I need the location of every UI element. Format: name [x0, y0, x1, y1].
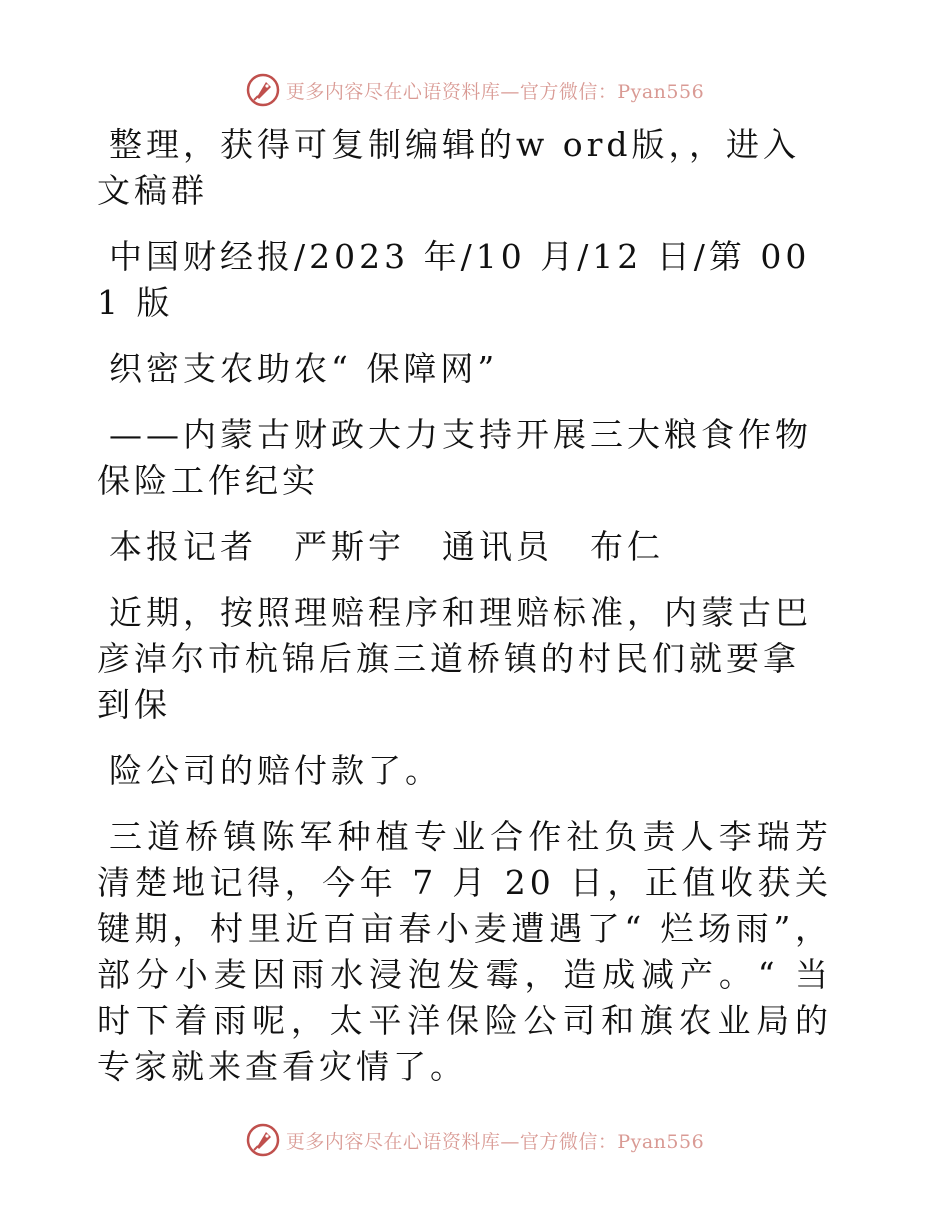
- footer-watermark: [0, 1122, 950, 1158]
- body-paragraph: 三道桥镇陈军种植专业合作社负责人李瑞芳清楚地记得，今年 7 月 20 日，正值收获关键期，村里近百亩春小麦遭遇了“ 烂场雨”，部分小麦因雨水浸泡发霉，造成减产。“ 当时下着雨呢，太平洋保险公司和旗农业局的专家就来查看灾情了。: [97, 817, 832, 1086]
- document-body: [97, 122, 832, 1110]
- body-paragraph: 近期，按照理赔程序和理赔标准，内蒙古巴彦淖尔市杭锦后旗三道桥镇的村民们就要拿到保: [97, 593, 812, 724]
- pen-nib-logo-icon: [246, 1123, 280, 1157]
- byline: 本报记者 严斯宇 通讯员 布仁: [109, 527, 664, 566]
- article-title: 织密支农助农“ 保障网”: [109, 349, 499, 388]
- body-paragraph: 险公司的赔付款了。: [109, 751, 442, 790]
- watermark-text: 更多内容尽在心语资料库—官方微信：Pyan556: [285, 1130, 705, 1153]
- pen-nib-logo-icon: [246, 73, 280, 107]
- intro-line: 整理，获得可复制编辑的w ord版，，进入文稿群: [97, 125, 801, 210]
- source-line: 中国财经报/2023 年/10 月/12 日/第 001 版: [97, 237, 811, 322]
- header-watermark: [0, 72, 950, 108]
- article-subtitle: ——内蒙古财政大力支持开展三大粮食作物保险工作纪实: [97, 415, 812, 500]
- watermark-text: 更多内容尽在心语资料库—官方微信：Pyan556: [285, 80, 705, 103]
